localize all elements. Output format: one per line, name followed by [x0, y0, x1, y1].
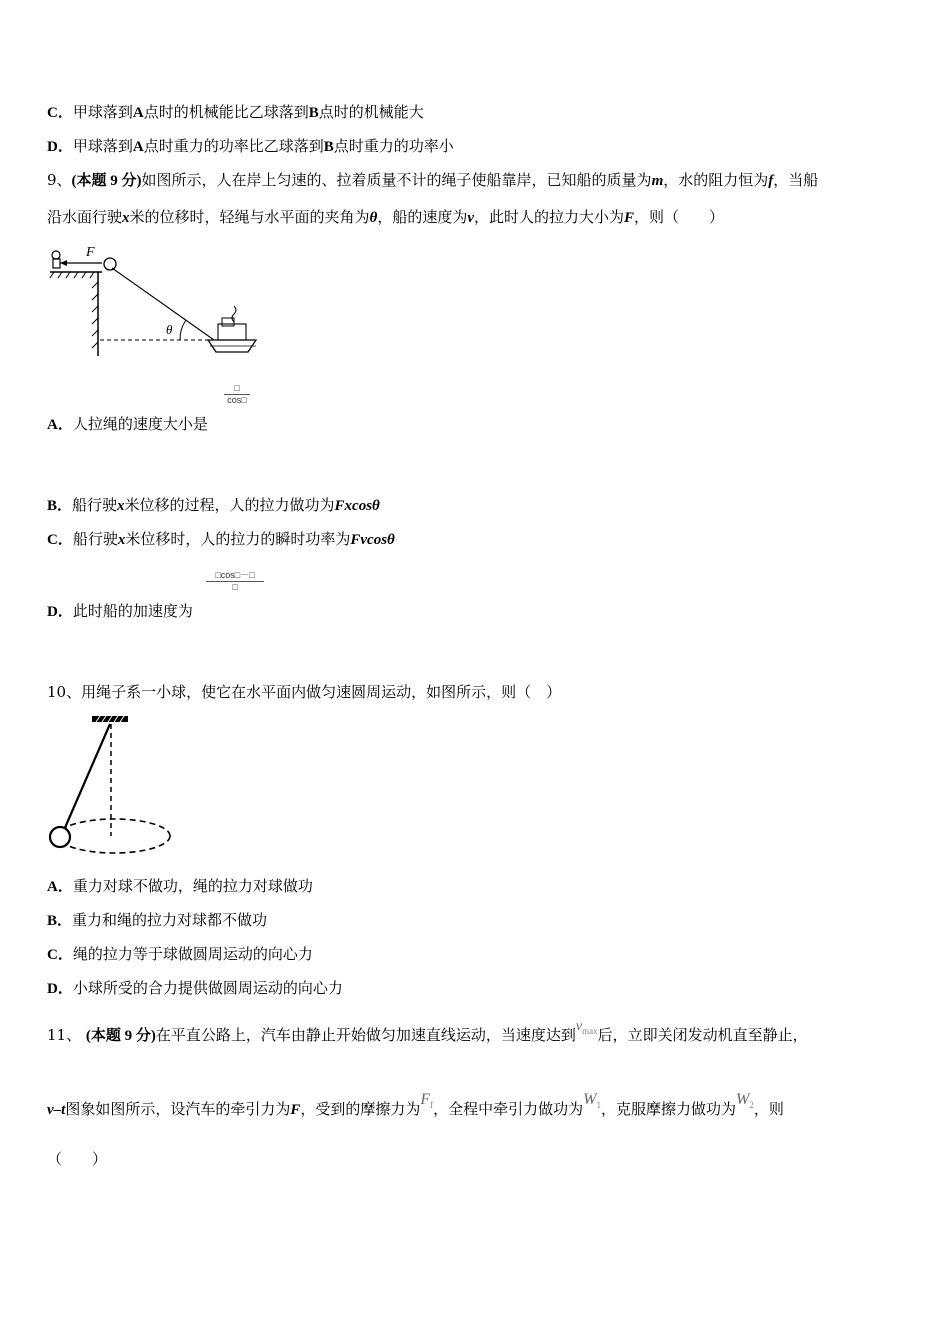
- q11-stem-line2: v–t图象如图所示，设汽车的牵引力为F，受到的摩擦力为$F_f$，全程中牵引力做功为$W_1$，克服摩擦力做功为$W_2$，则: [47, 1091, 784, 1118]
- q9-stem-line2: 沿水面行驶x米的位移时，轻绳与水平面的夹角为θ，船的速度为v，此时人的拉力大小为F，则（ ）: [47, 208, 725, 226]
- q10-option-a: A．重力对球不做功，绳的拉力对球做功: [47, 877, 313, 895]
- q11-stem-line1: 11、 (本题 9 分)在平直公路上，汽车由静止开始做匀加速直线运动，当速度达到$v_{max}$后，立即关闭发动机直至静止，: [47, 1019, 808, 1044]
- q9-option-d: D．此时船的加速度为: [47, 602, 193, 620]
- q8-option-d: D．甲球落到A点时重力的功率比乙球落到B点时重力的功率小: [47, 137, 454, 155]
- q9-option-b: B．船行驶x米位移的过程，人的拉力做功为Fxcosθ: [47, 496, 380, 514]
- q10-option-d: D．小球所受的合力提供做圆周运动的向心力: [47, 979, 343, 997]
- q10-option-b: B．重力和绳的拉力对球都不做功: [47, 911, 268, 929]
- q8-option-c: C．甲球落到A点时的机械能比乙球落到B点时的机械能大: [47, 103, 424, 121]
- q9-stem-line1: 9、(本题 9 分)如图所示，人在岸上匀速的、拉着质量不计的绳子使船靠岸，已知船的质量为m，水的阻力恒为f，当船: [47, 171, 819, 189]
- string: [64, 724, 110, 830]
- w2-symbol: $W_2$: [736, 1091, 754, 1111]
- ball: [50, 827, 70, 847]
- q10-stem: 10、用绳子系一小球，使它在水平面内做匀速圆周运动，如图所示，则（ ）: [47, 683, 562, 701]
- circular-path: [58, 819, 170, 853]
- pulley: [104, 258, 116, 270]
- vmax-symbol: $v_{max}$: [575, 1019, 598, 1036]
- person-head: [52, 251, 60, 259]
- q9-option-d-fraction: □cos□－□ □: [206, 570, 264, 593]
- friction-symbol: $F_f$: [420, 1091, 434, 1111]
- angle-label: θ: [166, 322, 173, 337]
- q10-option-c: C．绳的拉力等于球做圆周运动的向心力: [47, 945, 313, 963]
- force-label: F: [86, 245, 95, 260]
- q11-stem-line3: （ ）: [47, 1150, 108, 1168]
- q9-option-c: C．船行驶x米位移时，人的拉力的瞬时功率为Fvcosθ: [47, 530, 395, 548]
- q9-option-a-fraction: □ cos□: [224, 383, 250, 406]
- q9-boat-figure: [46, 242, 260, 362]
- q9-option-a: A．人拉绳的速度大小是: [47, 415, 208, 433]
- q10-pendulum-figure: [44, 712, 180, 860]
- rope: [112, 268, 214, 340]
- w1-symbol: $W_1$: [583, 1091, 601, 1111]
- person-body: [53, 259, 60, 268]
